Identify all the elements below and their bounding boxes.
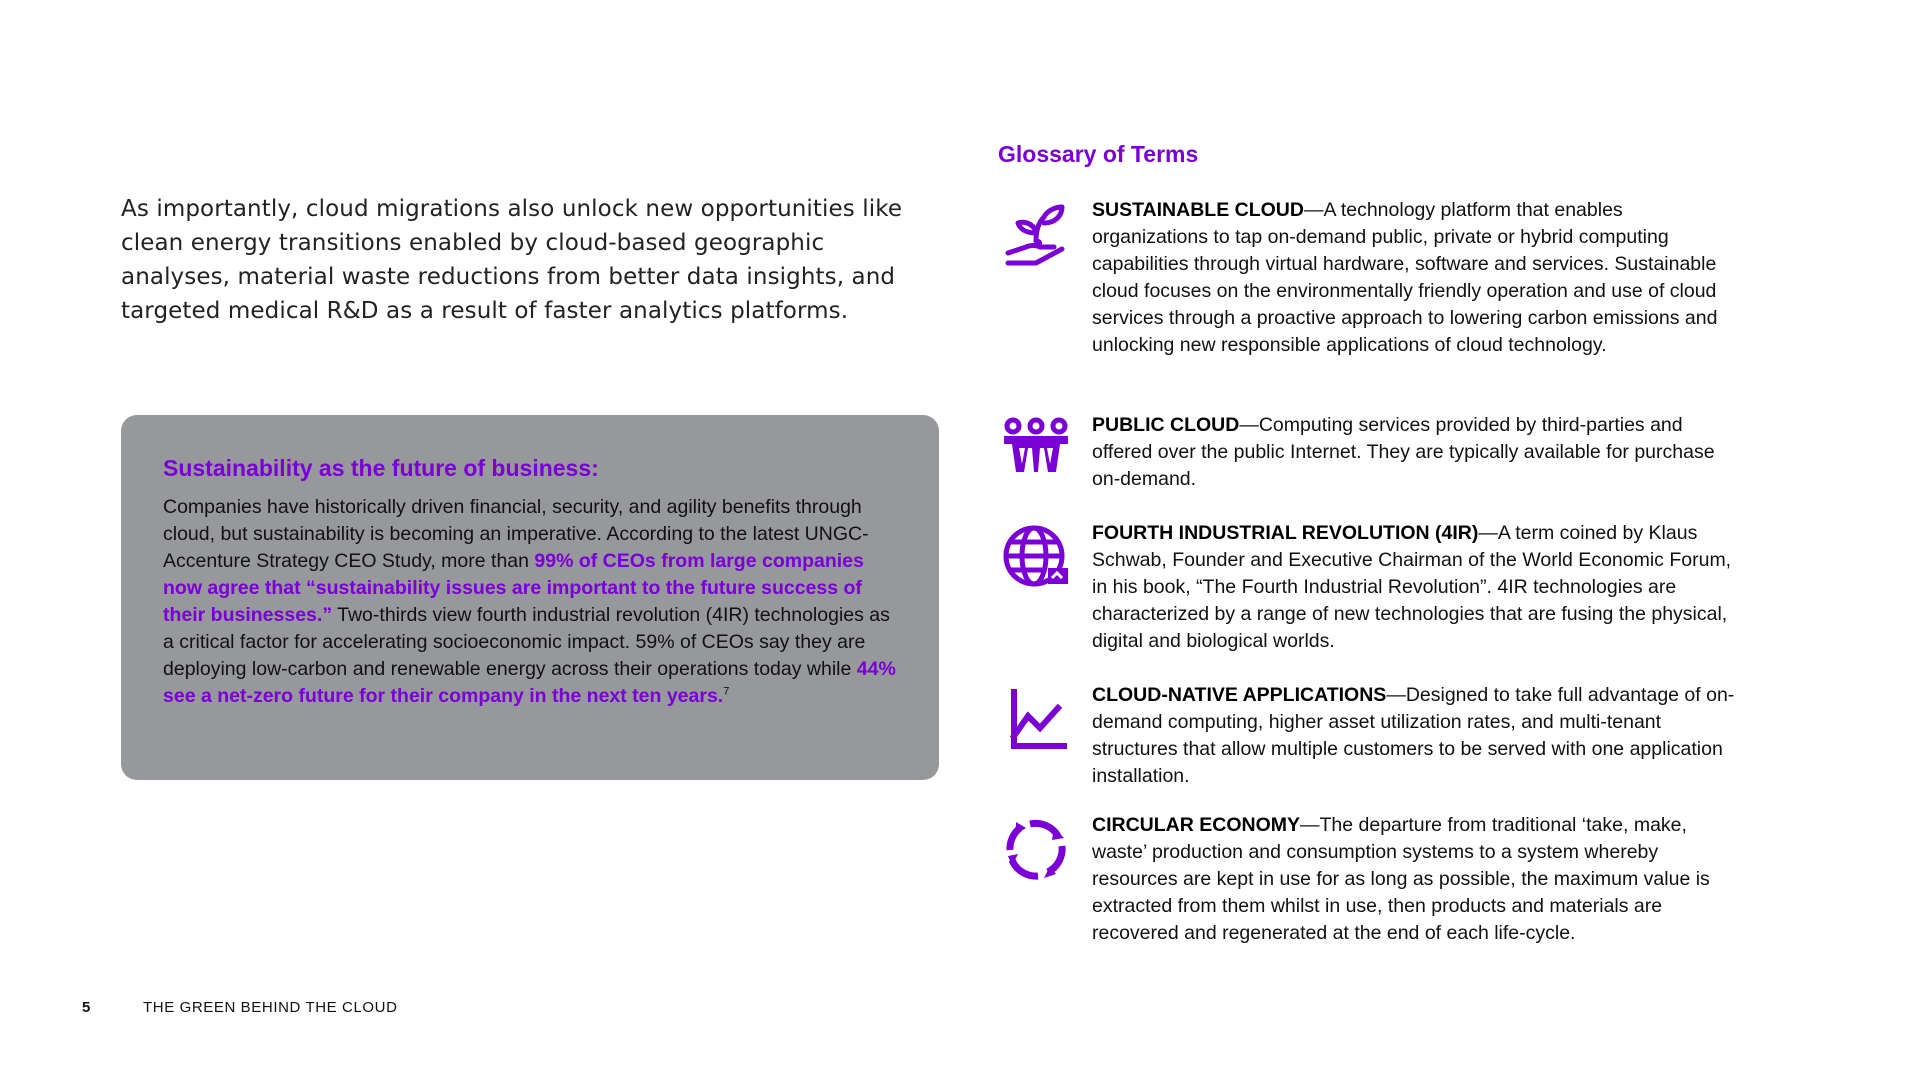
callout-text-part2: Two-thirds view fourth industrial revolution (4IR) technologies as a critical factor for accelerating socioeconomic impact. 59% of CEOs say they are deploying low-carbon and renewable energy across their operations today while	[163, 604, 890, 680]
glossary-text	[1092, 412, 1742, 493]
glossary-term: SUSTAINABLE CLOUD	[1092, 199, 1304, 221]
line-chart-icon	[1000, 682, 1072, 754]
callout-text-part1: Companies have historically driven financial, security, and agility benefits through cloud, but sustainability is becoming an imperative. According to the latest UNGC-Accenture Strategy CEO Study, more than	[163, 496, 869, 572]
glossary-term: CIRCULAR ECONOMY	[1092, 814, 1300, 836]
glossary-text	[1092, 520, 1742, 655]
people-group-icon	[1000, 412, 1072, 484]
glossary-title: Glossary of Terms	[998, 141, 1199, 167]
glossary-definition: —The departure from traditional ‘take, make, waste’ production and consumption systems to a system whereby resources are kept in use for as long as possible, the maximum value is extracted from them whilst in use, then products and materials are recovered and regenerated at the end of each life-cycle.	[1092, 814, 1710, 944]
glossary-definition: —A term coined by Klaus Schwab, Founder and Executive Chairman of the World Economic Forum, in his book, “The Fourth Industrial Revolution”. 4IR technologies are characterized by a range of new technologies that are fusing the physical, digital and biological worlds.	[1092, 522, 1732, 652]
callout-body	[163, 494, 897, 710]
glossary-definition: —Designed to take full advantage of on-demand computing, higher asset utilization rates, and multi-tenant structures that allow multiple customers to be served with one application installation.	[1092, 684, 1735, 787]
glossary-text	[1092, 197, 1742, 359]
globe-network-icon	[1000, 520, 1072, 592]
glossary-text	[1092, 812, 1742, 947]
sustainability-callout-box	[121, 415, 939, 780]
callout-heading: Sustainability as the future of business:	[163, 455, 599, 481]
footnote-marker: 7	[723, 685, 730, 698]
circular-arrows-icon	[1000, 812, 1072, 884]
glossary-term: FOURTH INDUSTRIAL REVOLUTION (4IR)	[1092, 522, 1479, 544]
glossary-definition: —Computing services provided by third-parties and offered over the public Internet. They are typically available for purchase on-demand.	[1092, 414, 1715, 490]
intro-paragraph: As importantly, cloud migrations also unlock new opportunities like clean energy transitions enabled by cloud-based geographic analyses, material waste reductions from better data insights, and targeted medical R&D as a result of faster analytics platforms.	[121, 196, 903, 324]
plant-in-hand-icon	[1000, 197, 1072, 269]
page-number: 5	[82, 999, 91, 1016]
document-title: THE GREEN BEHIND THE CLOUD	[143, 999, 398, 1016]
glossary-term: PUBLIC CLOUD	[1092, 414, 1240, 436]
glossary-text	[1092, 682, 1742, 790]
callout-highlight-net-zero: 44% see a net-zero future for their company in the next ten years.	[163, 658, 896, 707]
glossary-definition: —A technology platform that enables organizations to tap on-demand public, private or hybrid computing capabilities through virtual hardware, software and services. Sustainable cloud focuses on the environmentally friendly operation and use of cloud services through a proactive approach to lowering carbon emissions and unlocking new responsible applications of cloud technology.	[1092, 199, 1718, 356]
glossary-term: CLOUD-NATIVE APPLICATIONS	[1092, 684, 1387, 706]
callout-highlight-ceos: 99% of CEOs from large companies now agree that “sustainability issues are important to the future success of their businesses.”	[163, 550, 864, 626]
